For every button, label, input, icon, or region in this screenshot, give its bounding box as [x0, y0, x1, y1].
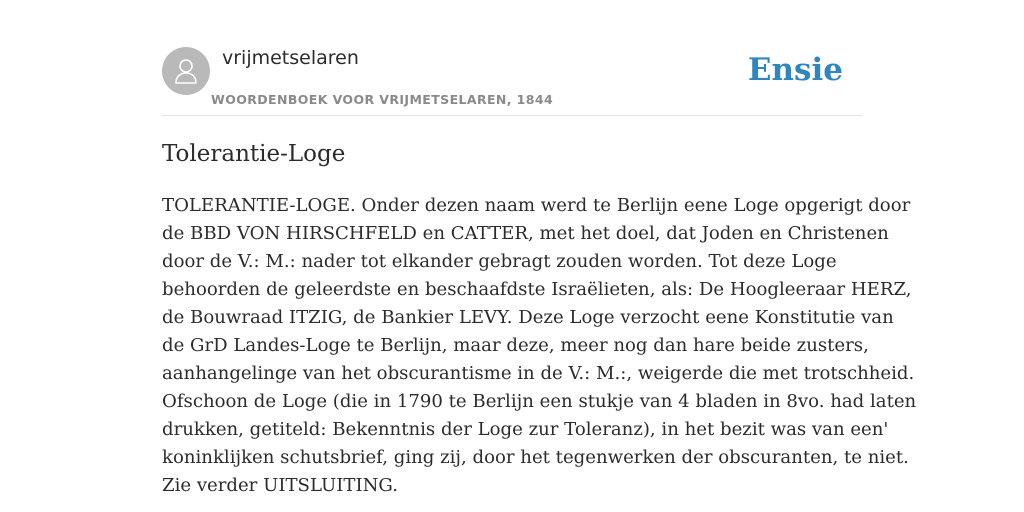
body-line: drukken, getiteld: Bekenntnis der Loge zur Toleranz), in het bezit was van een' — [162, 419, 889, 440]
avatar[interactable] — [162, 47, 210, 95]
body-line-cross-reference[interactable]: Zie verder UITSLUITING. — [162, 475, 398, 496]
source-label[interactable]: WOORDENBOEK VOOR VRIJMETSELAREN, 1844 — [211, 92, 554, 107]
body-line: de BBD VON HIRSCHFELD en CATTER, met het doel, dat Joden en Christenen — [162, 223, 889, 244]
article-body — [162, 192, 917, 500]
body-line: aanhangelinge van het obscurantisme in de V.: M.:, weigerde die met trotschheid. — [162, 363, 915, 384]
body-line: TOLERANTIE-LOGE. Onder dezen naam werd te Berlijn eene Loge opgerigt door — [162, 195, 911, 216]
user-icon — [173, 57, 199, 85]
body-line: de Bouwraad ITZIG, de Bankier LEVY. Deze Loge verzocht eene Konstitutie van — [162, 307, 894, 328]
header-divider — [162, 115, 862, 116]
body-line: door de V.: M.: nader tot elkander gebragt zouden worden. Tot deze Loge — [162, 251, 837, 272]
body-line: behoorden de geleerdste en beschaafdste Israëlieten, als: De Hoogleeraar HERZ, — [162, 279, 912, 300]
brand-logo[interactable]: Ensie — [747, 52, 843, 88]
body-line: de GrD Landes-Loge te Berlijn, maar deze, meer nog dan hare beide zusters, — [162, 335, 869, 356]
author-link[interactable]: vrijmetselaren — [222, 47, 359, 69]
page-title: Tolerantie-Loge — [162, 141, 346, 167]
body-line: Ofschoon de Loge (die in 1790 te Berlijn een stukje van 4 bladen in 8vo. had laten — [162, 391, 917, 412]
body-line: koninklijken schutsbrief, ging zij, door het tegenwerken der obscuranten, te niet. — [162, 447, 909, 468]
